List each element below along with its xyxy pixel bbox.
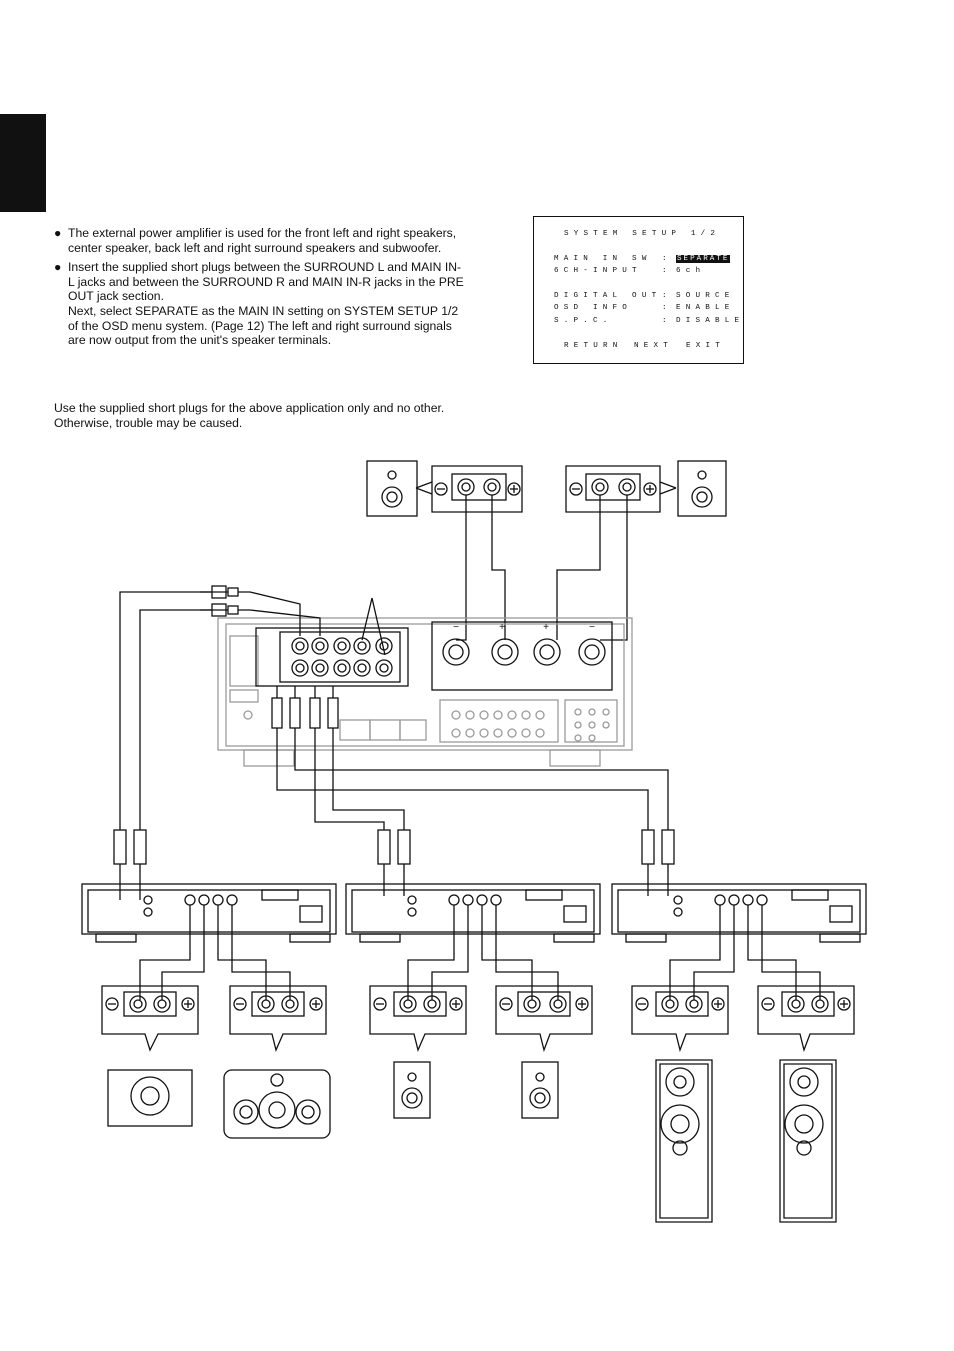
speaker-terminal-callout	[102, 986, 198, 1050]
osd-sep: :	[662, 267, 672, 275]
osd-sep: :	[662, 255, 672, 263]
instruction-text-2: Insert the supplied short plugs between the SURROUND L and MAIN IN-L jacks and between the SURROUND R and MAIN IN-R jacks in the PRE OUT jack section.	[68, 260, 464, 304]
subwoofer	[108, 1070, 192, 1126]
speaker-terminal-callout	[566, 466, 676, 512]
bullet-glyph: ●	[54, 260, 62, 275]
osd-value-digital-out: SOURCE	[676, 292, 735, 300]
receiver-terminal-sign: −	[453, 622, 459, 633]
receiver-speaker-terminals	[432, 622, 612, 690]
speaker-terminal-callout	[230, 986, 326, 1050]
bullet-glyph: ●	[54, 226, 62, 240]
osd-label-osd-info: OSD INFO	[554, 304, 633, 312]
instruction-text-3: Next, select SEPARATE as the MAIN IN setting on SYSTEM SETUP 1/2 of the OSD menu system. (Page 12) The left and right surround signals are now output from the unit's speaker terminals.	[68, 303, 459, 348]
surround-left-speaker	[394, 1062, 430, 1118]
speaker-terminal-callout	[632, 986, 728, 1050]
osd-value-spc: DISABLE	[676, 317, 745, 325]
osd-label-digital-out: DIGITAL OUT	[554, 292, 662, 300]
receiver-terminal-sign: −	[589, 622, 595, 633]
receiver-terminal-sign: +	[499, 622, 505, 633]
osd-label-6ch-input: 6CH-INPUT	[554, 267, 642, 275]
front-left-speaker	[656, 1060, 712, 1222]
osd-value-main-in-sw: SEPARATE	[677, 255, 730, 263]
receiver-terminal-sign: +	[543, 622, 549, 633]
speaker-terminal-callout	[758, 986, 854, 1050]
osd-sep: :	[662, 317, 672, 325]
osd-label-spc: S.P.C.	[554, 317, 613, 325]
surround-back-right-speaker	[678, 461, 726, 516]
osd-value-osd-info: ENABLE	[676, 304, 735, 312]
osd-return: RETURN	[564, 342, 623, 350]
speaker-terminal-callout	[416, 466, 522, 512]
surround-back-left-speaker	[367, 461, 417, 516]
osd-value-6ch-input: 6ch	[676, 267, 706, 275]
surround-right-speaker	[522, 1062, 558, 1118]
osd-sep: :	[662, 292, 672, 300]
pre-out-jack-section	[256, 598, 408, 686]
power-amplifier-3	[612, 884, 866, 942]
rca-cables	[114, 586, 674, 900]
osd-exit: EXIT	[686, 342, 726, 350]
osd-next: NEXT	[634, 342, 674, 350]
caution-note: Use the supplied short plugs for the above application only and no other. Otherwise, trouble may be caused.	[54, 401, 445, 430]
instruction-text-1: The external power amplifier is used for the front left and right speakers, center speaker, back left and right surround speakers and subwoofer.	[68, 226, 457, 255]
osd-sep: :	[662, 304, 672, 312]
speaker-terminal-callout	[496, 986, 592, 1050]
osd-label-main-in-sw: MAIN IN SW	[554, 255, 652, 263]
front-right-speaker	[780, 1060, 836, 1222]
osd-title: SYSTEM SETUP 1/2	[564, 230, 721, 238]
speaker-terminal-callout	[370, 986, 466, 1050]
center-speaker	[224, 1070, 330, 1138]
